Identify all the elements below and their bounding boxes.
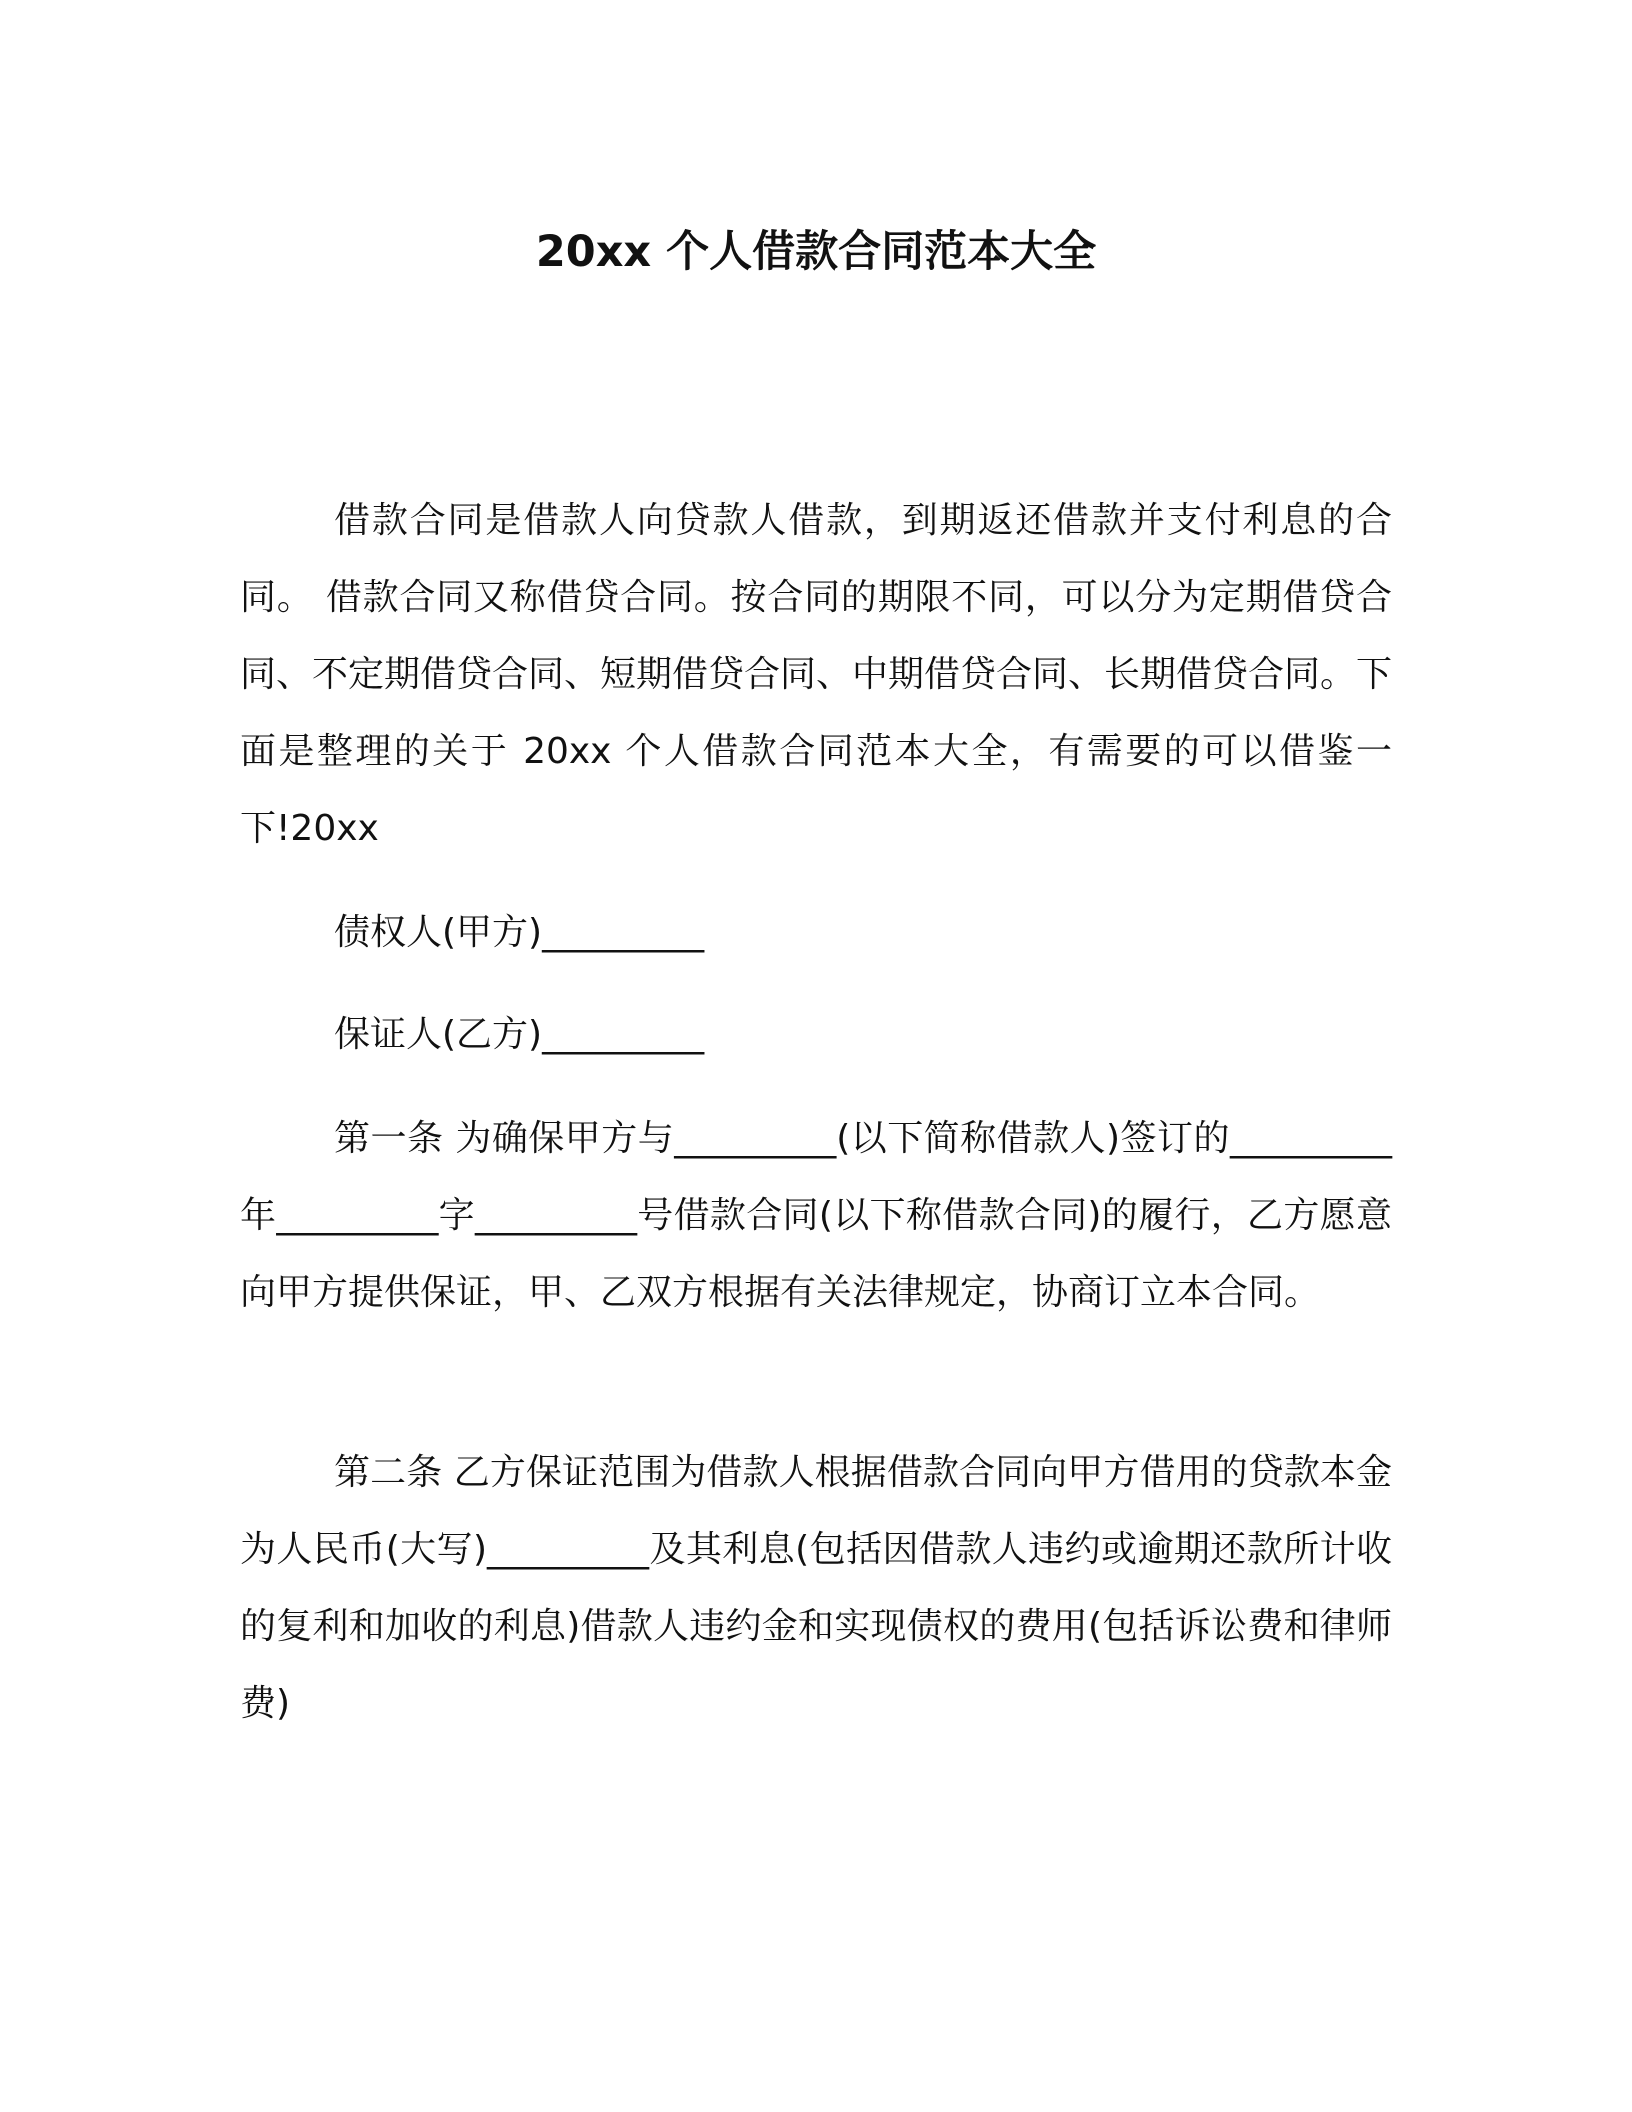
- intro-paragraph: 借款合同是借款人向贷款人借款，到期返还借款并支付利息的合同。 借款合同又称借贷合同。按合同的期限不同，可以分为定期借贷合同、不定期借贷合同、短期借贷合同、中期借贷合同、长期借贷合同。下面是整理的关于 20xx 个人借款合同范本大全，有需要的可以借鉴一下!20xx: [240, 500, 1393, 849]
- article-1-paragraph: 第一条 为确保甲方与_________(以下简称借款人)签订的_________年_________字_________号借款合同(以下称借款合同)的履行，乙方愿意向甲方提供保证，甲、乙双方根据有关法律规定，协商订立本合同。: [240, 1118, 1392, 1313]
- article-2-paragraph: 第二条 乙方保证范围为借款人根据借款合同向甲方借用的贷款本金为人民币(大写)_________及其利息(包括因借款人违约或逾期还款所计收的复利和加收的利息)借款人违约金和实现债权的费用(包括诉讼费和律师费): [240, 1452, 1392, 1724]
- creditor-line: 债权人(甲方)_________: [334, 912, 705, 953]
- guarantor-line: 保证人(乙方)_________: [334, 1014, 705, 1055]
- document-title: 20xx 个人借款合同范本大全: [535, 227, 1097, 277]
